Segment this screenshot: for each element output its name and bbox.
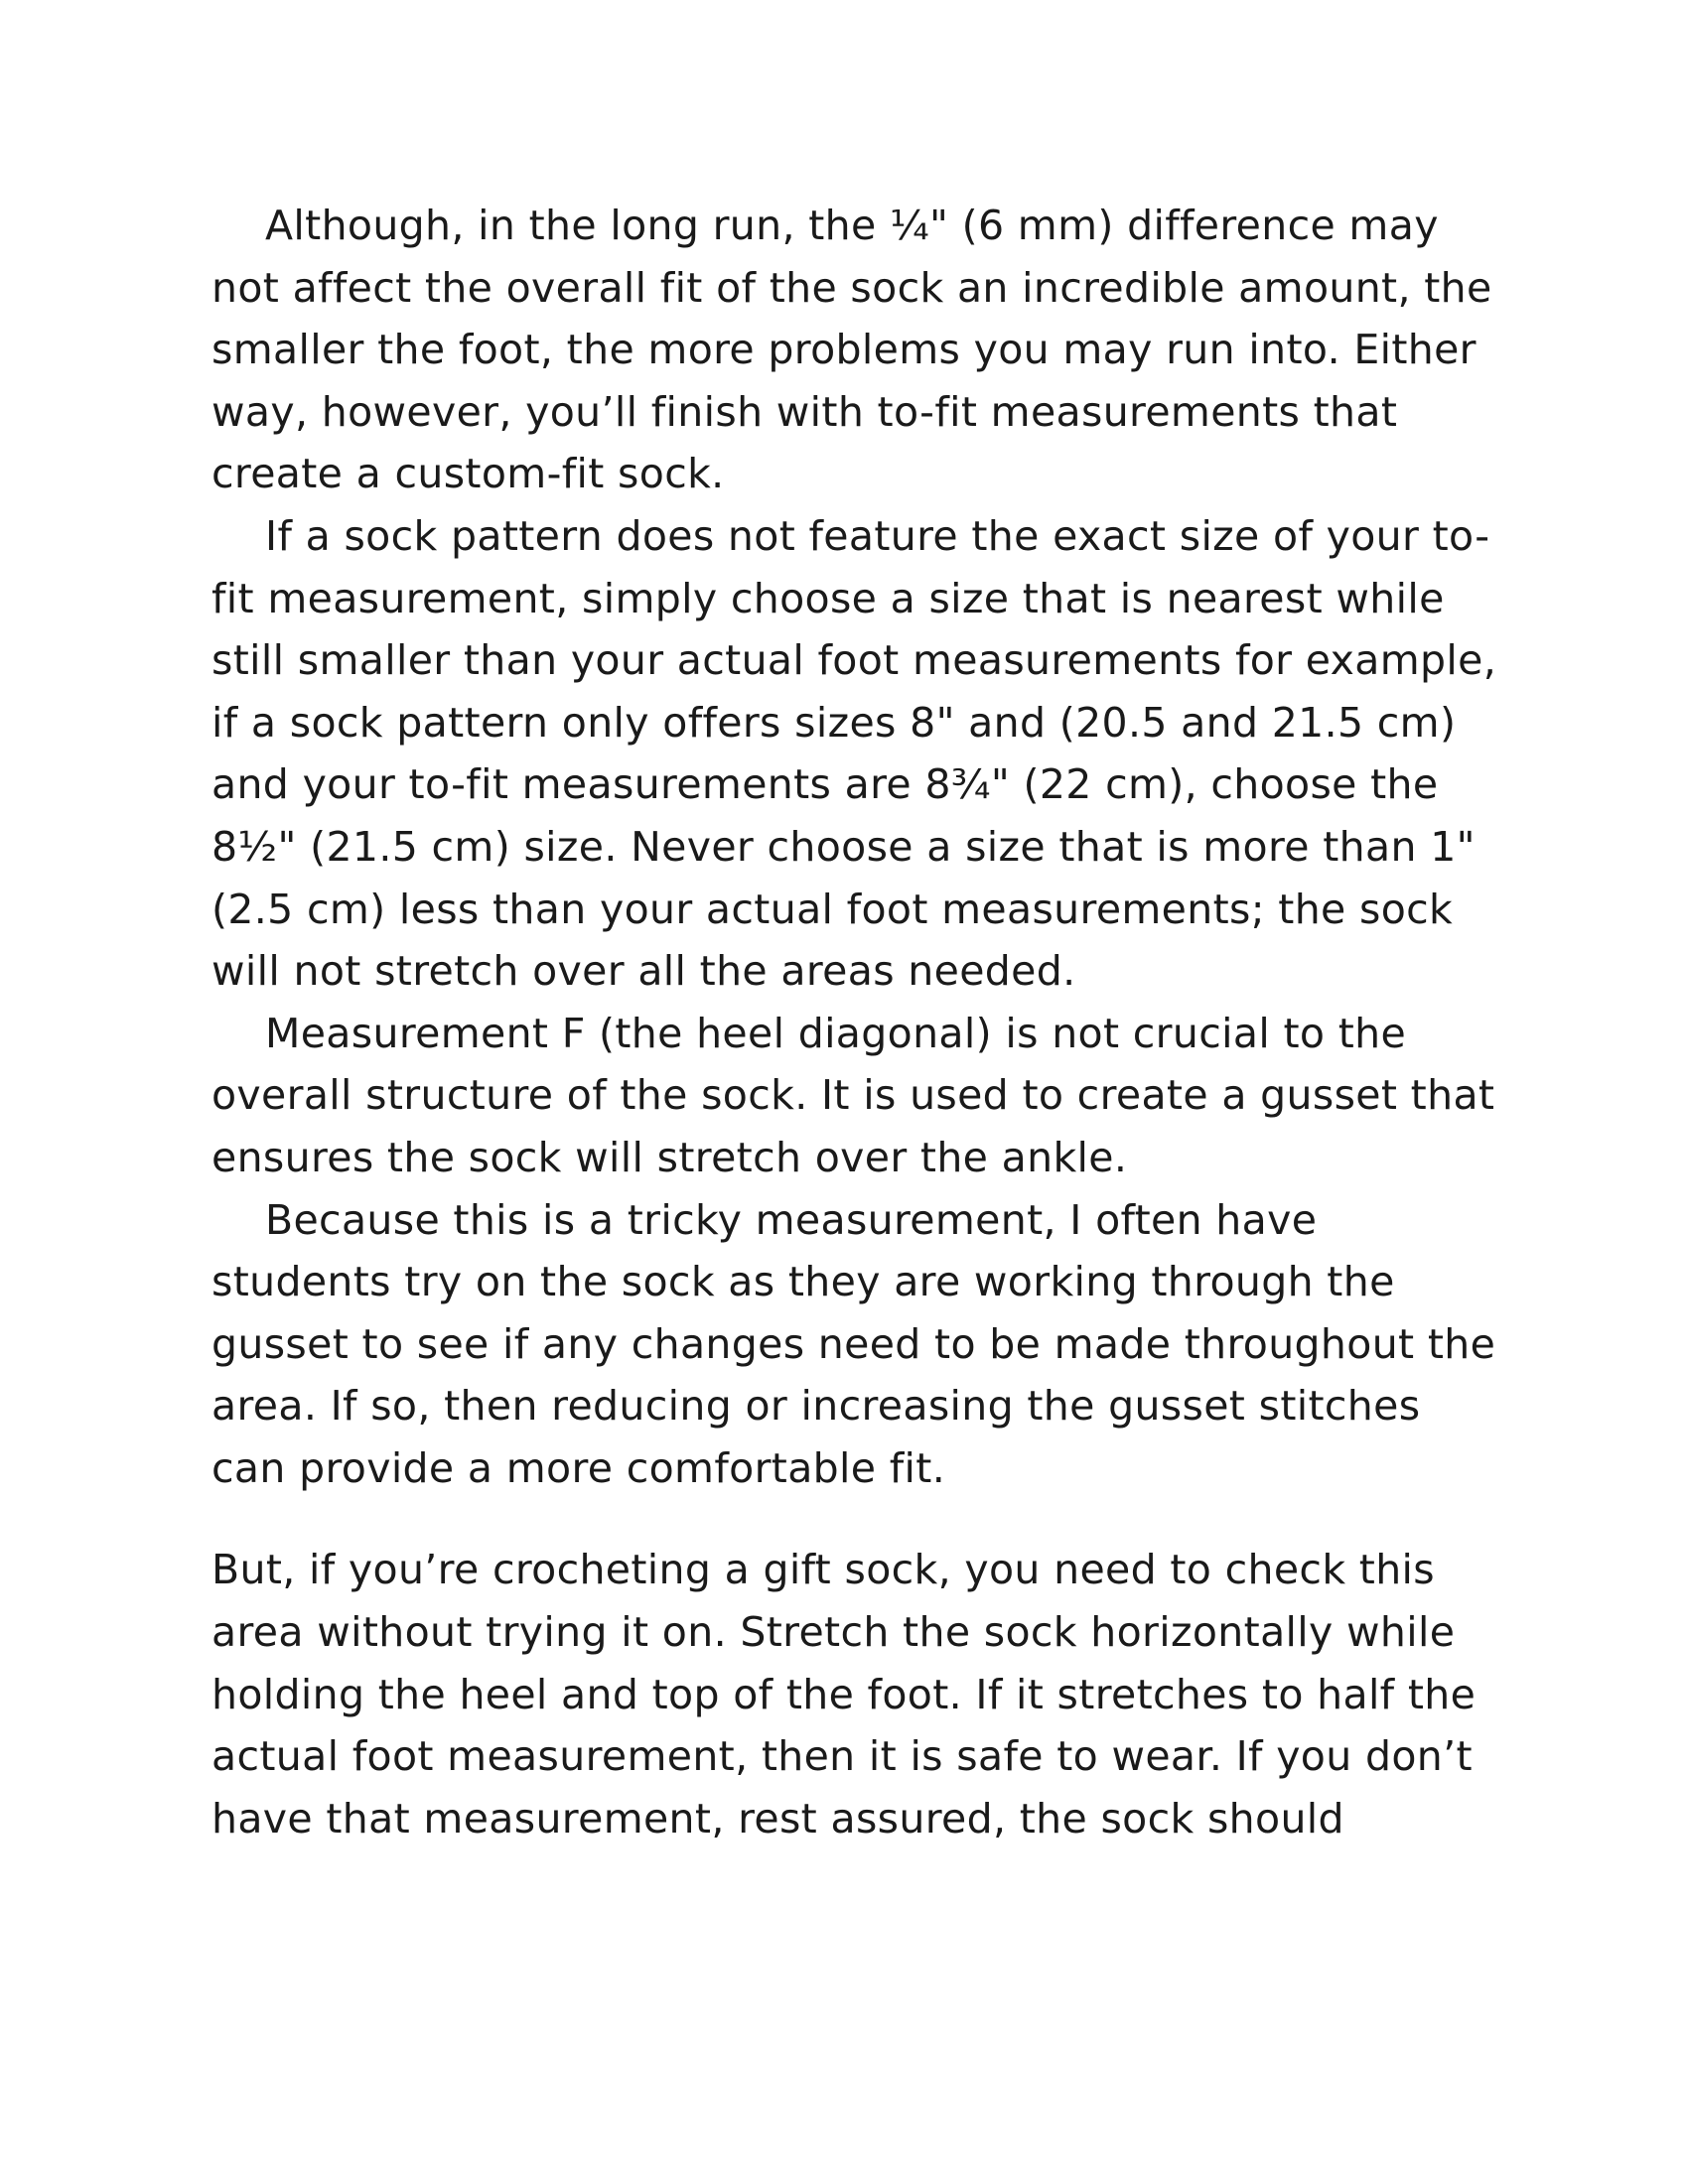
paragraph-4: Because this is a tricky measurement, I often have students try on the sock as they are working through the gusset to see if any changes need to be made throughout the area. If so, then reducing or increasing the gusset stitches can provide a more comfortable fit.: [211, 1195, 1496, 1492]
document-page: [211, 195, 1502, 1849]
paragraph-2: If a sock pattern does not feature the exact size of your to-fit measurement, simply choose a size that is nearest while still smaller than your actual foot measurements for example, if a sock pattern only offers sizes 8" and (20.5 and 21.5 cm) and your to-fit measurements are 8¾" (22 cm), choose the 8½" (21.5 cm) size. Never choose a size that is more than 1" (2.5 cm) less than your actual foot measurements; the sock will not stretch over all the areas needed.: [211, 511, 1497, 996]
paragraph-5: But, if you’re crocheting a gift sock, you need to check this area without trying it on. Stretch the sock horizontally while holding the heel and top of the foot. If it stretches to half the actual foot measurement, then it is safe to wear. If you don’t have that measurement, rest assured, the sock should: [211, 1546, 1477, 1843]
paragraph-3: Measurement F (the heel diagonal) is not crucial to the overall structure of the sock. It is used to create a gusset that ensures the sock will stretch over the ankle.: [211, 1009, 1495, 1181]
paragraph-1: Although, in the long run, the ¼" (6 mm) difference may not affect the overall fit of the sock an incredible amount, the smaller the foot, the more problems you may run into. Either way, however, you’ll finish with to-fit measurements that create a custom-fit sock.: [211, 202, 1492, 498]
